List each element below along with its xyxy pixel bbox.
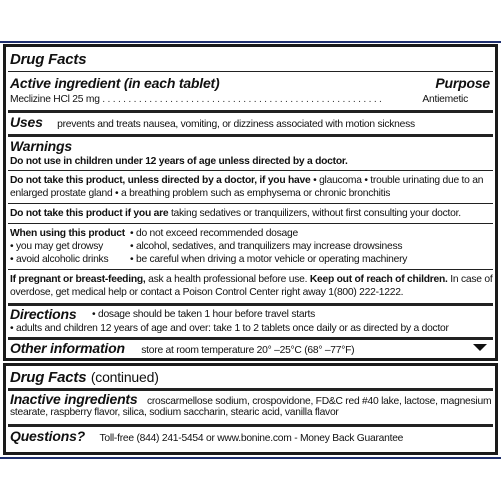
uses-text: prevents and treats nausea, vomiting, or dizziness associated with motion sickness [57, 119, 415, 130]
sedatives-text: taking sedatives or tranquilizers, without first consulting your doctor. [170, 208, 461, 219]
active-ingredient-header: Active ingredient (in each tablet) [10, 75, 220, 91]
reach-text: In case of [450, 274, 493, 285]
directions-item: • adults and children 12 years of age and over: take 1 to 2 tablets once daily or as directed by a doctor [10, 323, 449, 334]
drug-facts-continued-panel [3, 363, 498, 455]
active-ingredient-value: Meclizine HCl 25 mg [10, 94, 100, 105]
purpose-value: Antiemetic [422, 94, 468, 105]
when-using-header: When using this product [10, 228, 125, 239]
questions-row [10, 428, 491, 446]
warnings-header: Warnings [10, 138, 72, 154]
ask-doctor-line1 [10, 175, 491, 186]
overdose-line: overdose, get medical help or contact a Poison Control Center right away 1(800) 222-1222. [10, 287, 404, 298]
other-information-row [10, 340, 491, 358]
directions-header: Directions [10, 306, 77, 322]
continued-title [10, 369, 491, 387]
using-col1-item: • you may get drowsy [10, 241, 104, 252]
sedatives-bold: Do not take this product if you are [10, 208, 169, 219]
pregnant-bold: If pregnant or breast-feeding, [10, 274, 146, 285]
using-col1-item: • avoid alcoholic drinks [10, 254, 109, 265]
using-col2-item: • be careful when driving a motor vehicle or operating machinery [130, 254, 408, 265]
active-ingredient-row [10, 94, 491, 105]
questions-text: Toll-free (844) 241-5454 or www.bonine.com - Money Back Guarantee [99, 433, 404, 444]
directions-item: • dosage should be taken 1 hour before travel starts [92, 309, 316, 320]
pregnant-text: ask a health professional before use. [148, 274, 308, 285]
using-col2-item: • alcohol, sedatives, and tranquilizers may increase drowsiness [130, 241, 403, 252]
pregnant-line [10, 274, 491, 285]
sedatives-line [10, 208, 491, 219]
panel-title: Drug Facts [10, 51, 87, 68]
reach-bold: Keep out of reach of children. [309, 274, 448, 285]
leader-dots: . . . . . . . . . . . . . . . . . . . . . . . . . . . . . . . . . . . . . . . . . . . . . . . . . . . . . . [102, 94, 382, 105]
divider [8, 170, 493, 171]
divider [8, 424, 493, 427]
package-bottom-edge [0, 457, 501, 459]
package-top-edge [0, 41, 501, 43]
other-information-text: store at room temperature 20° –25°C (68° –77°F) [141, 345, 355, 356]
uses-row [10, 114, 491, 132]
continued-title-normal: (continued) [90, 369, 159, 385]
ask-doctor-items: • glaucoma • trouble urinating due to an [313, 175, 484, 186]
divider [8, 269, 493, 270]
uses-header: Uses [10, 114, 43, 130]
divider [8, 110, 493, 113]
continued-title-bold: Drug Facts [10, 369, 87, 386]
divider [8, 134, 493, 137]
divider [8, 71, 493, 72]
ask-doctor-line2: enlarged prostate gland • a breathing problem such as emphysema or chronic bronchitis [10, 188, 391, 199]
questions-header: Questions? [10, 428, 86, 444]
inactive-ingredients-header: Inactive ingredients [10, 391, 138, 407]
do-not-use-text: Do not use in children under 12 years of age unless directed by a doctor. [10, 156, 348, 167]
divider [8, 203, 493, 204]
using-col2-item: • do not exceed recommended dosage [130, 228, 298, 239]
divider [8, 223, 493, 224]
inactive-ingredients-line2: stearate, raspberry flavor, silica, sodium saccharin, stearic acid, vanilla flavor [10, 407, 339, 418]
inactive-ingredients-line1: croscarmellose sodium, crospovidone, FD&C red #40 lake, lactose, magnesium [146, 396, 492, 407]
triangle-arrow-icon [473, 344, 487, 351]
drug-facts-panel [3, 44, 498, 361]
purpose-header: Purpose [435, 75, 490, 91]
ask-doctor-bold: Do not take this product, unless directed by a doctor, if you have [10, 175, 311, 186]
other-information-header: Other information [10, 340, 125, 356]
